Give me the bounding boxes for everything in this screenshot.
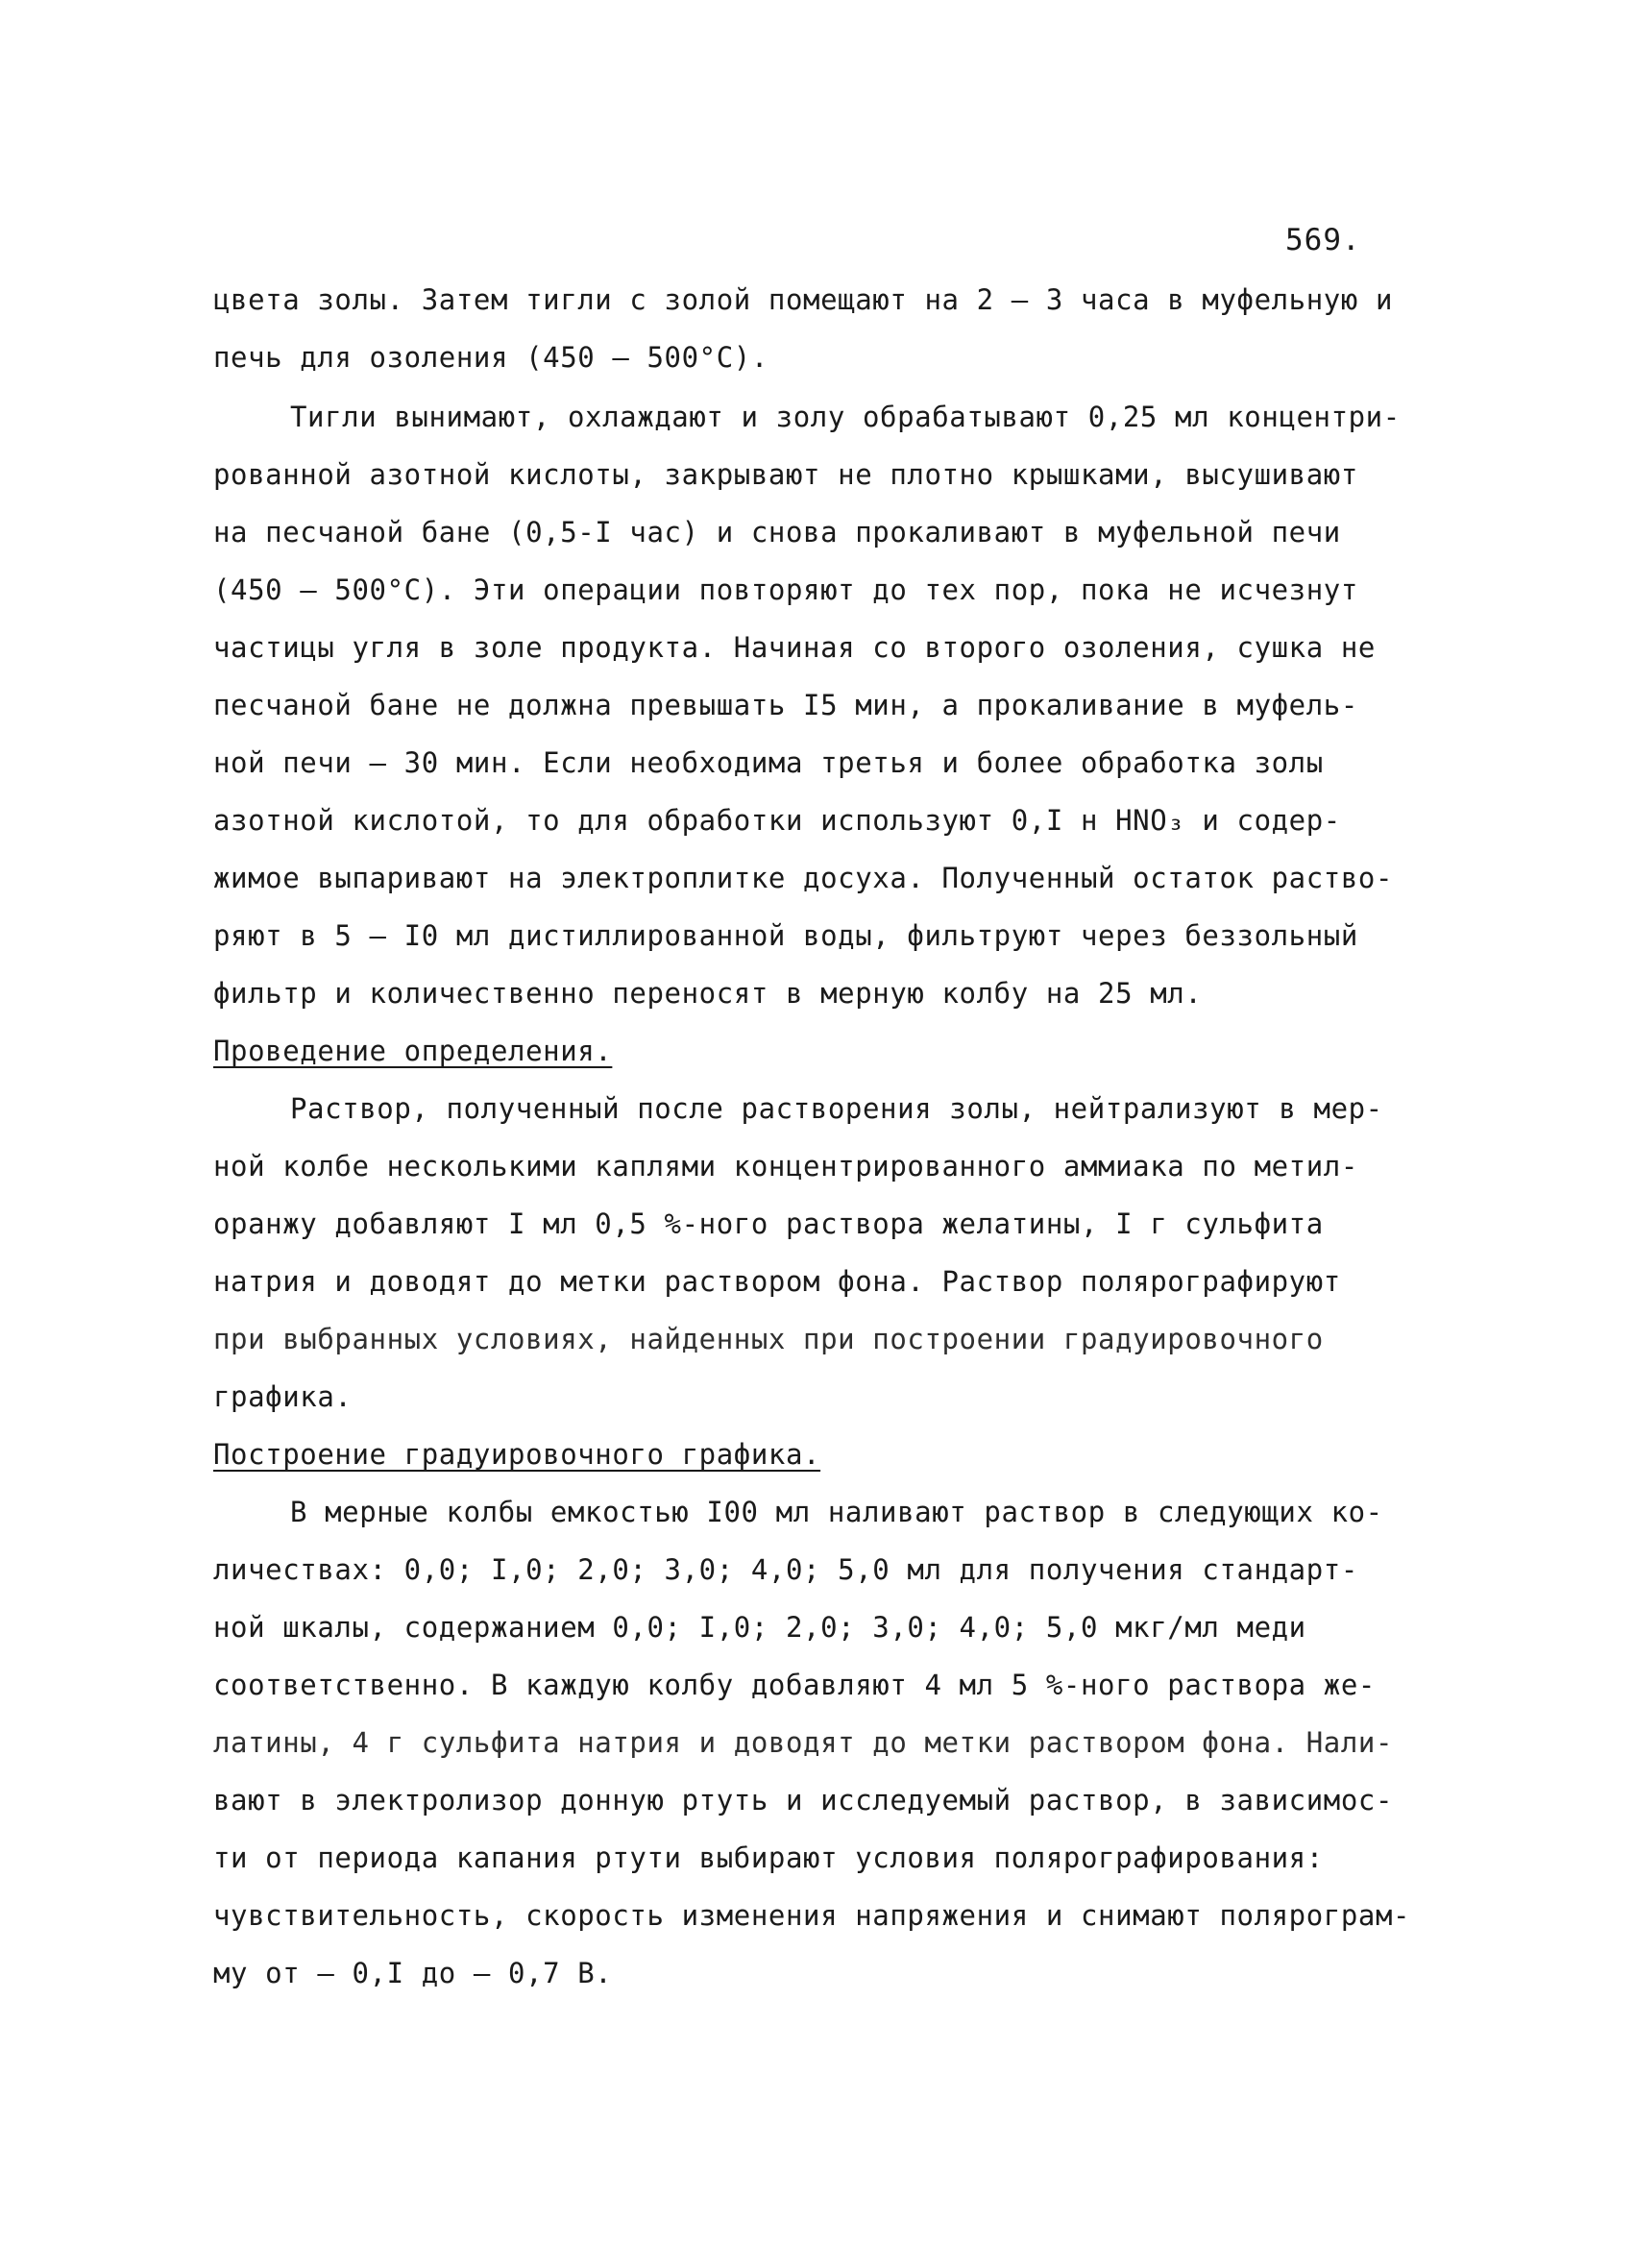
text-line: (450 – 500°С). Эти операции повторяют до тех пор, пока не исчезнут	[213, 573, 1358, 606]
text-line: личествах: 0,0; I,0; 2,0; 3,0; 4,0; 5,0 мл для получения стандарт-	[213, 1553, 1358, 1586]
text-line: на песчаной бане (0,5-I час) и снова прокаливают в муфельной печи	[213, 516, 1341, 549]
text-line: фильтр и количественно переносят в мерную колбу на 25 мл.	[213, 977, 1203, 1010]
text-line: при выбранных условиях, найденных при построении градуировочного	[213, 1323, 1324, 1355]
text-line: соответственно. В каждую колбу добавляют 4 мл 5 %-ного раствора же-	[213, 1669, 1376, 1701]
text-line: песчаной бане не должна превышать I5 мин, а прокаливание в муфель-	[213, 689, 1358, 721]
text-line: чувствительность, скорость изменения напряжения и снимают полярограм-	[213, 1899, 1411, 1932]
text-line: частицы угля в золе продукта. Начиная со второго озоления, сушка не	[213, 631, 1376, 664]
text-line: цвета золы. Затем тигли с золой помещают на 2 – 3 часа в муфельную и	[213, 283, 1394, 316]
heading-text: Построение градуировочного графика.	[213, 1438, 821, 1471]
text-line: му от – 0,I до – 0,7 В.	[213, 1957, 613, 1989]
text-line: натрия и доводят до метки раствором фона. Раствор полярографируют	[213, 1265, 1341, 1298]
text-line: печь для озоления (450 – 500°С).	[213, 341, 768, 374]
text-line: латины, 4 г сульфита натрия и доводят до метки раствором фона. Нали-	[213, 1726, 1394, 1759]
text-line: ряют в 5 – I0 мл дистиллированной воды, фильтруют через беззольный	[213, 919, 1358, 952]
text-line: ной печи – 30 мин. Если необходима третья и более обработка золы	[213, 746, 1324, 779]
heading-text: Проведение определения.	[213, 1035, 613, 1067]
text-line: Тигли вынимают, охлаждают и золу обрабатывают 0,25 мл концентри-	[290, 401, 1401, 433]
text-line: вают в электролизор донную ртуть и исследуемый раствор, в зависимос-	[213, 1784, 1394, 1817]
text-line: азотной кислотой, то для обработки используют 0,I н HNO₃ и содер-	[213, 804, 1341, 837]
section-heading-determination	[213, 1022, 1462, 1080]
paragraph-ash-color	[213, 271, 1462, 386]
text-line: В мерные колбы емкостью I00 мл наливают раствор в следующих ко-	[290, 1496, 1383, 1528]
paragraph-determination	[213, 1080, 1462, 1426]
text-line: ной колбе несколькими каплями концентрированного аммиака по метил-	[213, 1150, 1358, 1183]
text-line: ти от периода капания ртути выбирают условия полярографирования:	[213, 1841, 1324, 1874]
text-line: оранжу добавляют I мл 0,5 %-ного раствора желатины, I г сульфита	[213, 1207, 1324, 1240]
text-line: жимое выпаривают на электроплитке досуха. Полученный остаток раство-	[213, 862, 1394, 894]
page-number: 569.	[1285, 223, 1361, 257]
text-line: ной шкалы, содержанием 0,0; I,0; 2,0; 3,0; 4,0; 5,0 мкг/мл меди	[213, 1611, 1306, 1644]
text-line: Раствор, полученный после растворения золы, нейтрализуют в мер-	[290, 1092, 1383, 1125]
text-line: графика.	[213, 1380, 353, 1413]
paragraph-calibration	[213, 1483, 1462, 2002]
text-line: рованной азотной кислоты, закрывают не плотно крышками, высушивают	[213, 458, 1358, 491]
section-heading-calibration	[213, 1426, 1462, 1483]
paragraph-crucible-treatment	[213, 388, 1462, 1022]
